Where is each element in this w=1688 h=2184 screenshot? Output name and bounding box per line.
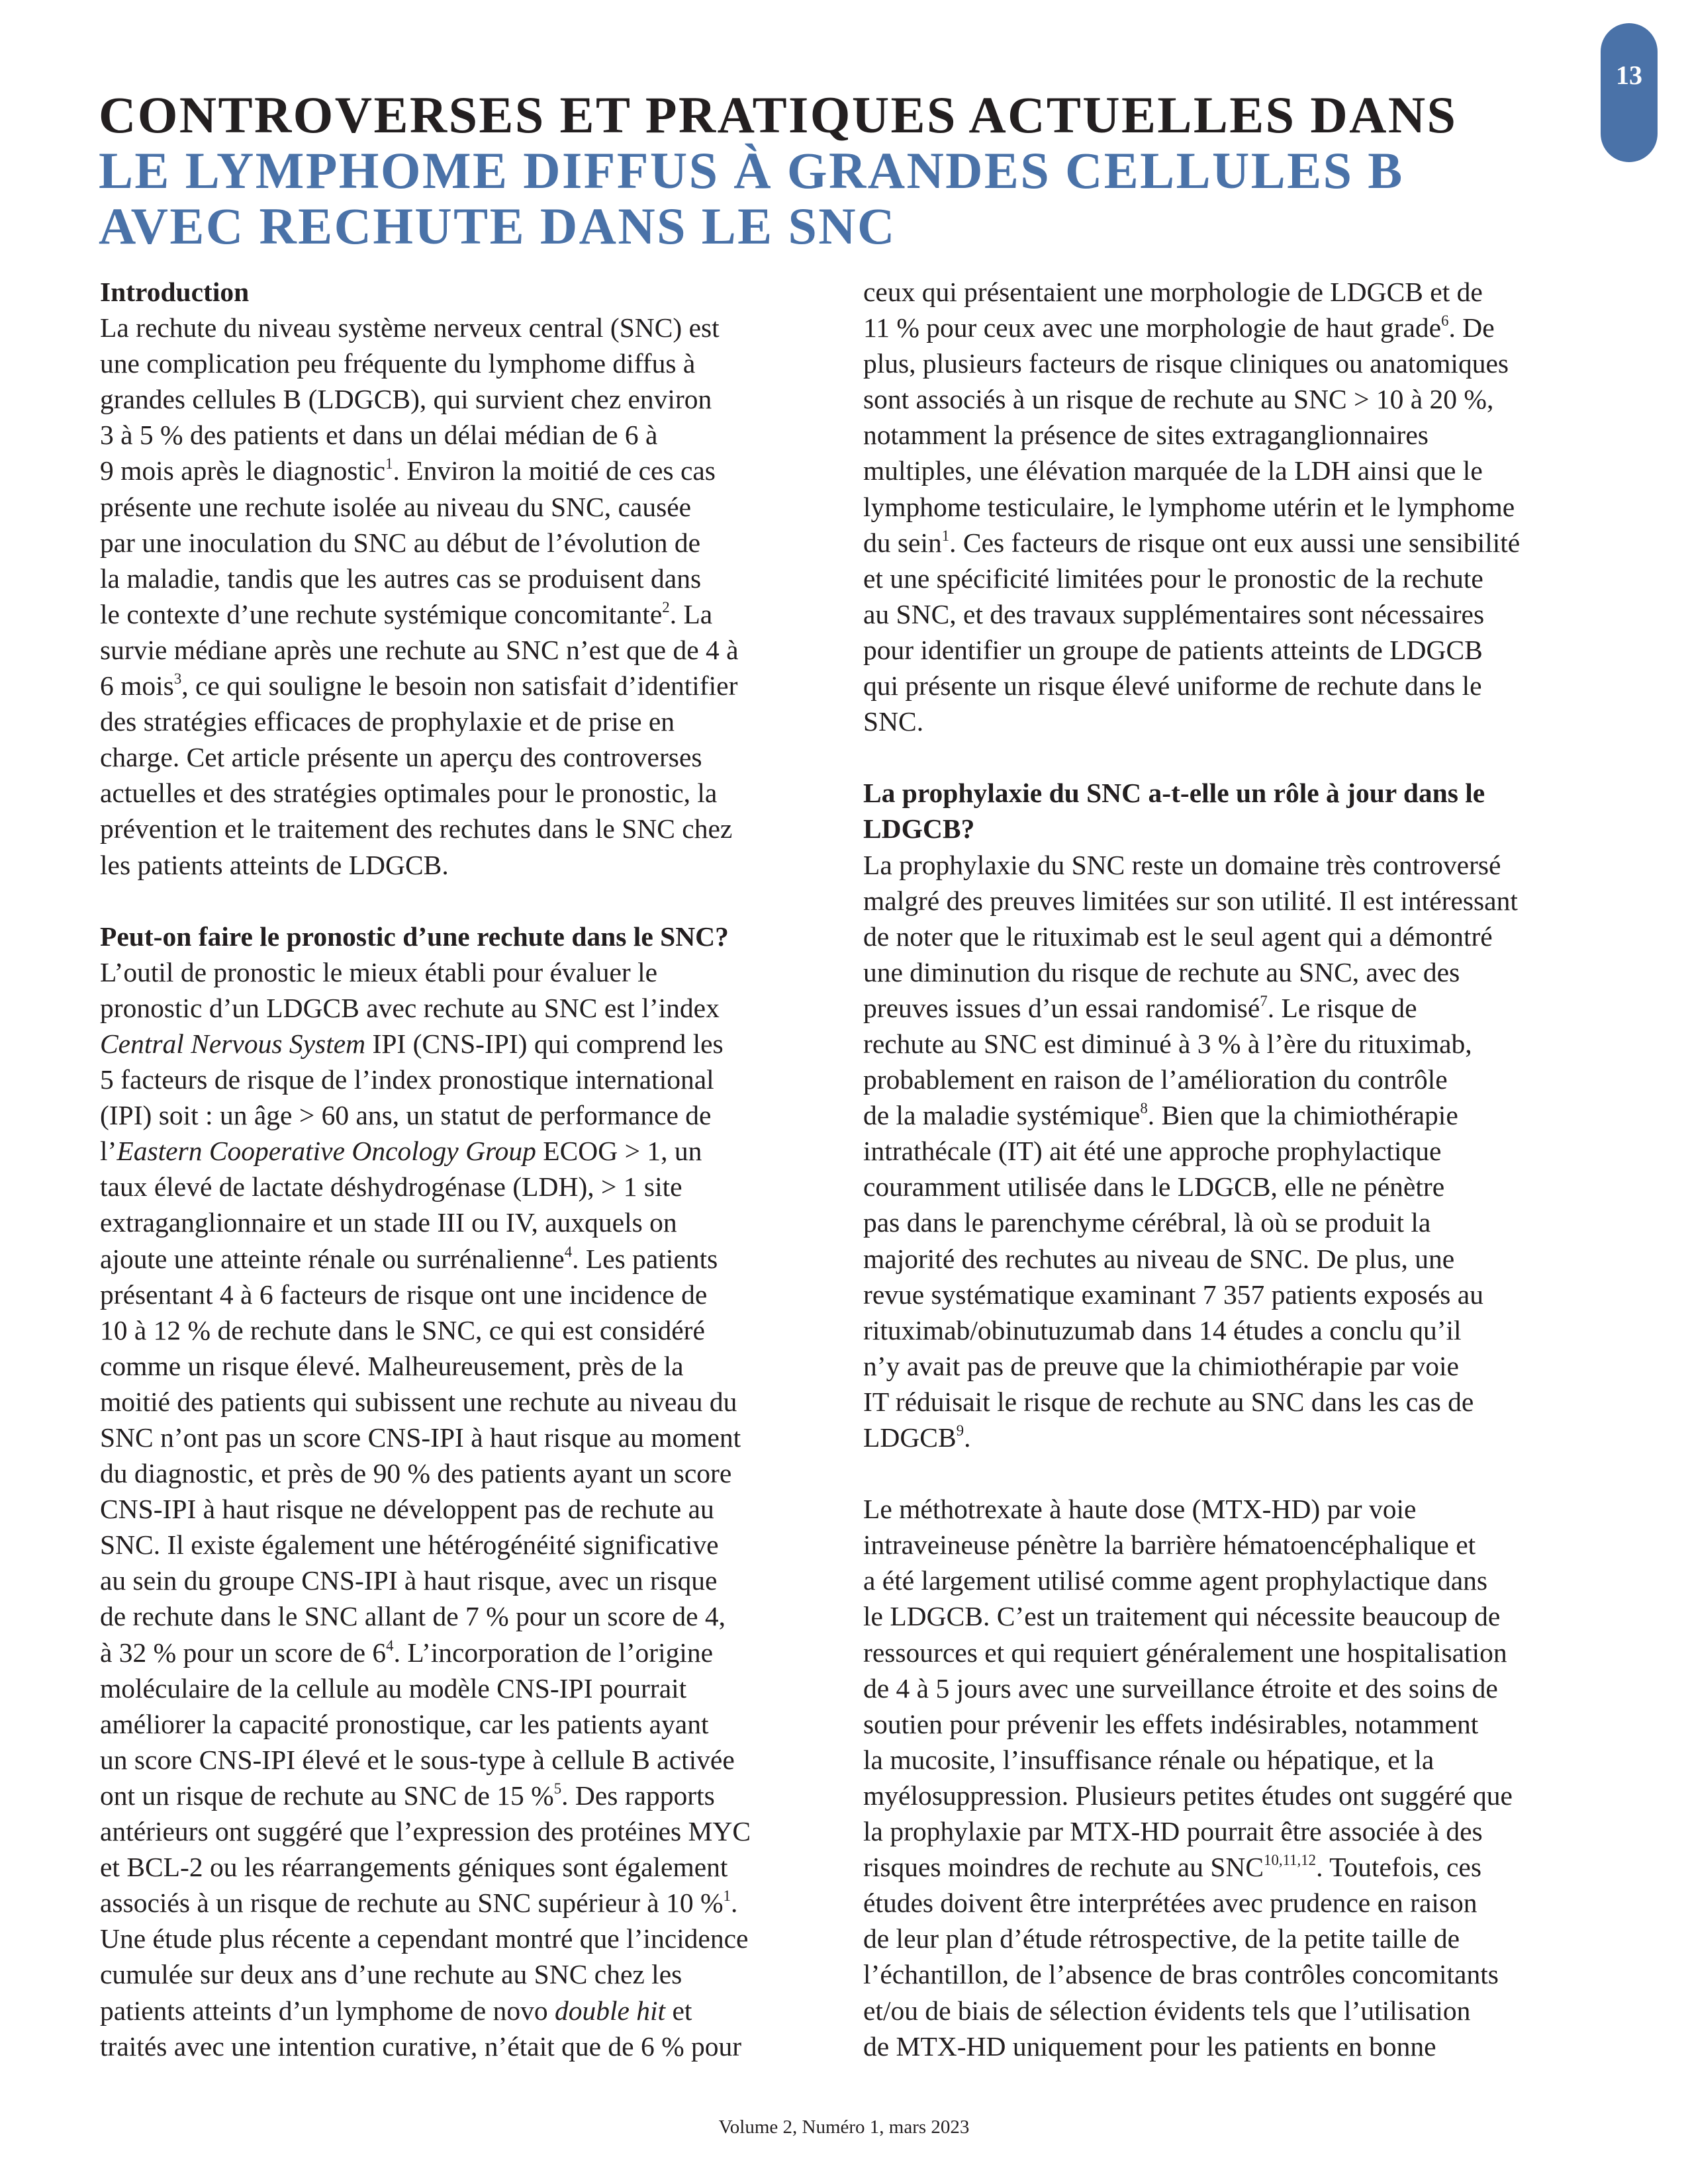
text-line [863,596,1605,632]
text-line [100,1956,835,1992]
text-run: associés à un risque de rechute au SNC supérieur à 10 % [100,1888,724,1919]
text-run: majorité des rechutes au niveau de SNC. De plus, une [863,1243,1455,1274]
text-run: de leur plan d’étude rétrospective, de la petite taille de [863,1923,1460,1954]
text-run: IPI (CNS-IPI) qui comprend les [365,1028,724,1059]
text-line [100,632,835,668]
text-line [863,1277,1605,1312]
text-run: . La [669,598,713,629]
text-line [863,1885,1605,1921]
text-run: . L’incorporation de l’origine [393,1637,714,1668]
text-run: pronostic d’un LDGCB avec rechute au SNC est l’index [100,992,720,1023]
text-run: actuelles et des stratégies optimales pour le pronostic, la [100,778,718,809]
text-line [863,1921,1605,1956]
text-line [100,1527,835,1563]
text-line [863,1312,1605,1348]
text-line [100,1241,835,1277]
text-run: extraganglionnaire et un stade III ou IV, auxquels on [100,1207,677,1238]
text-run: intrathécale (IT) ait été une approche prophylactique [863,1136,1442,1167]
paragraph-spacer [863,1455,1605,1491]
text-line [863,345,1605,381]
paragraph-spacer [863,739,1605,775]
text-line [863,1956,1605,1992]
text-line [100,417,835,453]
text-run: une diminution du risque de rechute au SNC, avec des [863,956,1460,987]
text-run: la maladie, tandis que les autres cas se produisent dans [100,563,702,594]
text-run: preuves issues d’un essai randomisé [863,992,1260,1023]
text-run: du sein [863,527,942,558]
text-line [863,417,1605,453]
text-run: Peut-on faire le pronostic d’une rechute dans le SNC? [100,921,729,952]
reference-superscript: 5 [553,1780,562,1797]
text-line [100,1670,835,1706]
reference-superscript: 2 [662,598,670,615]
text-line [100,1277,835,1312]
text-line [100,1778,835,1813]
text-run: multiples, une élévation marquée de la LDH ainsi que le [863,455,1483,486]
text-line [100,1312,835,1348]
text-line [863,1563,1605,1598]
text-run: ont un risque de rechute au SNC de 15 % [100,1780,554,1811]
text-line [863,274,1605,310]
text-run: . Des rapports [561,1780,715,1811]
text-run: améliorer la capacité pronostique, car les patients ayant [100,1708,709,1739]
text-run: . [964,1422,971,1453]
text-run: rituximab/obinutuzumab dans 14 études a conclu qu’il [863,1314,1462,1345]
section-heading [100,274,835,310]
text-run: études doivent être interprétées avec prudence en raison [863,1888,1477,1919]
text-line [863,990,1605,1026]
text-run: . Environ la moitié de ces cas [393,455,716,486]
text-line [100,274,835,310]
body-paragraph [100,954,835,2064]
section-heading [863,775,1605,846]
text-run: pas dans le parenchyme cérébral, là où se produit la [863,1207,1431,1238]
text-run: 9 mois après le diagnostic [100,455,386,486]
text-run: La prophylaxie du SNC a-t-elle un rôle à jour dans le [863,778,1485,809]
text-line [100,2028,835,2064]
body-paragraph [863,1491,1605,2064]
title-line-2: LE LYMPHOME DIFFUS À GRANDES CELLULES B [99,142,1404,199]
reference-superscript: 3 [173,670,182,687]
text-line [863,919,1605,954]
reference-superscript: 1 [723,1888,731,1905]
text-run: myélosuppression. Plusieurs petites études ont suggéré que [863,1780,1513,1811]
text-run: ajoute une atteinte rénale ou surrénalienne [100,1243,565,1274]
text-line [863,1241,1605,1277]
text-run: malgré des preuves limitées sur son utilité. Il est intéressant [863,885,1518,916]
text-run: du diagnostic, et près de 90 % des patients ayant un score [100,1458,732,1489]
paragraph-spacer [100,883,835,919]
text-line [863,1670,1605,1706]
text-run: traités avec une intention curative, n’était que de 6 % pour [100,2030,742,2062]
text-line [863,704,1605,739]
italic-text: Eastern Cooperative Oncology Group [117,1136,536,1167]
text-line [100,1635,835,1670]
text-line [100,561,835,596]
text-run: et [665,1995,692,2026]
text-run: prévention et le traitement des rechutes dans le SNC chez [100,813,733,844]
text-run: pour identifier un groupe de patients atteints de LDGCB [863,634,1483,665]
reference-superscript: 1 [385,455,393,473]
text-line [863,1097,1605,1133]
reference-superscript: 1 [941,527,950,544]
text-run: LDGCB? [863,813,975,844]
text-run: de la maladie systémique [863,1100,1141,1131]
text-run: et/ou de biais de sélection évidents tels que l’utilisation [863,1995,1471,2026]
text-line [863,1849,1605,1885]
text-line [100,1169,835,1205]
text-line [100,704,835,739]
text-run: . [730,1888,738,1919]
text-line [863,1133,1605,1169]
text-run: a été largement utilisé comme agent prophylactique dans [863,1565,1488,1596]
issue-footer: Volume 2, Numéro 1, mars 2023 [718,2116,970,2138]
text-line [100,1742,835,1778]
reference-superscript: 9 [956,1422,964,1439]
title-line-1: CONTROVERSES ET PRATIQUES ACTUELLES DANS [99,86,1458,144]
text-run: . De [1448,312,1495,343]
text-run: par une inoculation du SNC au début de l’évolution de [100,527,701,558]
text-line [100,1921,835,1956]
text-line [863,1348,1605,1384]
text-run: la prophylaxie par MTX-HD pourrait être associée à des [863,1816,1483,1847]
text-run: une complication peu fréquente du lymphome diffus à [100,348,696,379]
text-run: 11 % pour ceux avec une morphologie de haut grade [863,312,1442,343]
right-column [863,274,1605,2064]
text-run: grandes cellules B (LDGCB), qui survient chez environ [100,384,712,415]
text-run: risques moindres de rechute au SNC [863,1852,1264,1883]
text-run: de rechute dans le SNC allant de 7 % pour un score de 4, [100,1601,726,1632]
text-line [863,1026,1605,1062]
text-line [100,1455,835,1491]
text-run: moléculaire de la cellule au modèle CNS-IPI pourrait [100,1672,687,1704]
text-run: patients atteints d’un lymphome de novo [100,1995,555,2026]
text-run: n’y avait pas de preuve que la chimiothérapie par voie [863,1350,1459,1381]
text-run: plus, plusieurs facteurs de risque cliniques ou anatomiques [863,348,1509,379]
text-line [100,1133,835,1169]
reference-superscript: 4 [386,1637,394,1654]
text-line [863,1742,1605,1778]
text-line [863,1491,1605,1527]
body-paragraph [863,274,1605,739]
text-line [100,1849,835,1885]
text-line [100,1205,835,1240]
page-number-badge [1601,23,1658,162]
text-run: le contexte d’une rechute systémique concomitante [100,598,663,629]
text-line [100,596,835,632]
text-line [100,345,835,381]
reference-superscript: 6 [1441,312,1449,329]
text-line [100,1598,835,1634]
text-line [100,1097,835,1133]
text-run: les patients atteints de LDGCB. [100,849,449,880]
text-run: probablement en raison de l’amélioration du contrôle [863,1064,1448,1095]
text-line [863,525,1605,561]
italic-text: double hit [554,1995,666,2026]
text-run: LDGCB [863,1422,957,1453]
text-run: de 4 à 5 jours avec une surveillance étroite et des soins de [863,1672,1498,1704]
text-line [863,883,1605,919]
text-run: moitié des patients qui subissent une rechute au niveau du [100,1386,737,1417]
text-line [863,1420,1605,1455]
text-run: qui présente un risque élevé uniforme de rechute dans le [863,670,1482,702]
text-line [100,668,835,704]
text-line [863,668,1605,704]
text-run: Le méthotrexate à haute dose (MTX-HD) par voie [863,1494,1417,1525]
text-run: l’ [100,1136,117,1167]
text-line [100,919,835,954]
text-run: revue systématique examinant 7 357 patients exposés au [863,1279,1483,1310]
text-run: 5 facteurs de risque de l’index pronostique international [100,1064,714,1095]
reference-superscript: 4 [564,1243,573,1260]
text-line [863,561,1605,596]
text-line [100,310,835,345]
text-line [100,1706,835,1742]
text-line [100,1813,835,1849]
text-run: , ce qui souligne le besoin non satisfait d’identifier [181,670,738,702]
text-run: SNC n’ont pas un score CNS-IPI à haut risque au moment [100,1422,741,1453]
text-run: rechute au SNC est diminué à 3 % à l’ère du rituximab, [863,1028,1472,1059]
text-line [100,1993,835,2028]
text-line [863,1384,1605,1420]
text-run: . Le risque de [1267,992,1417,1023]
text-run: lymphome testiculaire, le lymphome utérin et le lymphome [863,491,1515,522]
text-line [863,775,1605,811]
text-run: CNS-IPI à haut risque ne développent pas de rechute au [100,1494,714,1525]
reference-superscript: 10,11,12 [1264,1852,1317,1869]
text-run: de MTX-HD uniquement pour les patients en bonne [863,2030,1436,2062]
text-line [100,954,835,990]
reference-superscript: 7 [1260,992,1268,1009]
text-line [863,1993,1605,2028]
text-line [100,489,835,525]
text-run: . Toutefois, ces [1316,1852,1481,1883]
text-run: présente une rechute isolée au niveau du SNC, causée [100,491,692,522]
text-line [863,811,1605,846]
text-line [863,632,1605,668]
italic-text: Central Nervous System [100,1028,366,1059]
text-run: La rechute du niveau système nerveux central (SNC) est [100,312,720,343]
text-run: . Ces facteurs de risque ont eux aussi une sensibilité [949,527,1521,558]
text-run: l’échantillon, de l’absence de bras contrôles concomitants [863,1959,1499,1990]
text-line [863,381,1605,417]
text-run: ressources et qui requiert généralement une hospitalisation [863,1637,1507,1668]
text-line [100,1885,835,1921]
text-run: (IPI) soit : un âge > 60 ans, un statut de performance de [100,1100,712,1131]
text-run: un score CNS-IPI élevé et le sous-type à cellule B activée [100,1744,735,1775]
text-line [100,381,835,417]
text-run: IT réduisait le risque de rechute au SNC dans les cas de [863,1386,1474,1417]
text-run: au sein du groupe CNS-IPI à haut risque, avec un risque [100,1565,718,1596]
text-line [100,453,835,488]
text-run: . Les patients [572,1243,718,1274]
text-line [863,1205,1605,1240]
text-line [100,1384,835,1420]
text-run: soutien pour prévenir les effets indésirables, notamment [863,1708,1479,1739]
text-line [100,739,835,775]
text-line [863,1598,1605,1634]
text-line [863,1062,1605,1097]
page-number: 13 [1616,60,1642,90]
text-run: comme un risque élevé. Malheureusement, près de la [100,1350,684,1381]
text-line [100,1062,835,1097]
text-run: L’outil de pronostic le mieux établi pour évaluer le [100,956,658,987]
text-run: La prophylaxie du SNC reste un domaine très controversé [863,849,1501,880]
body-paragraph [100,310,835,883]
text-run: cumulée sur deux ans d’une rechute au SNC chez les [100,1959,682,1990]
text-run: survie médiane après une rechute au SNC n’est que de 4 à [100,634,739,665]
text-run: notamment la présence de sites extraganglionnaires [863,420,1429,451]
text-line [863,1635,1605,1670]
text-run: couramment utilisée dans le LDGCB, elle ne pénètre [863,1171,1445,1203]
text-run: intraveineuse pénètre la barrière hématoencéphalique et [863,1529,1476,1561]
reference-superscript: 8 [1140,1100,1148,1117]
text-run: 3 à 5 % des patients et dans un délai médian de 6 à [100,420,658,451]
text-run: antérieurs ont suggéré que l’expression des protéines MYC [100,1816,751,1847]
text-line [100,525,835,561]
text-line [100,1563,835,1598]
text-line [863,489,1605,525]
text-run: au SNC, et des travaux supplémentaires sont nécessaires [863,598,1485,629]
text-line [100,811,835,846]
text-run: de noter que le rituximab est le seul agent qui a démontré [863,921,1493,952]
text-run: taux élevé de lactate déshydrogénase (LDH), > 1 site [100,1171,682,1203]
text-run: à 32 % pour un score de 6 [100,1637,387,1668]
text-run: le LDGCB. C’est un traitement qui nécessite beaucoup de [863,1601,1501,1632]
text-line [863,1527,1605,1563]
text-line [100,847,835,883]
text-run: Introduction [100,277,250,307]
text-line [863,453,1605,488]
text-run: Une étude plus récente a cependant montré que l’incidence [100,1923,749,1954]
text-line [863,310,1605,345]
text-run: SNC. [863,706,924,737]
text-run: SNC. Il existe également une hétérogénéité significative [100,1529,719,1561]
text-run: et BCL-2 ou les réarrangements géniques sont également [100,1852,728,1883]
text-run: sont associés à un risque de rechute au SNC > 10 à 20 %, [863,384,1494,415]
title-line-3: AVEC RECHUTE DANS LE SNC [99,197,896,255]
text-run: ceux qui présentaient une morphologie de LDGCB et de [863,277,1483,307]
text-line [863,1778,1605,1813]
text-run: la mucosite, l’insuffisance rénale ou hépatique, et la [863,1744,1434,1775]
text-line [863,1706,1605,1742]
text-run: présentant 4 à 6 facteurs de risque ont une incidence de [100,1279,708,1310]
text-line [863,1813,1605,1849]
body-paragraph [863,847,1605,1456]
text-run: et une spécificité limitées pour le pronostic de la rechute [863,563,1483,594]
text-run: des stratégies efficaces de prophylaxie et de prise en [100,706,675,737]
section-heading [100,919,835,954]
text-run: charge. Cet article présente un aperçu des controverses [100,742,702,773]
text-line [863,954,1605,990]
text-run: 10 à 12 % de rechute dans le SNC, ce qui est considéré [100,1314,705,1345]
text-line [863,2028,1605,2064]
article-title [99,87,1457,254]
text-line [863,847,1605,883]
text-line [100,990,835,1026]
text-line [100,775,835,811]
text-run: . Bien que la chimiothérapie [1147,1100,1458,1131]
text-line [100,1348,835,1384]
text-line [863,1169,1605,1205]
text-line [100,1026,835,1062]
text-run: ECOG > 1, un [536,1136,702,1167]
left-column [100,274,835,2064]
text-line [100,1491,835,1527]
text-run: 6 mois [100,670,174,702]
text-line [100,1420,835,1455]
